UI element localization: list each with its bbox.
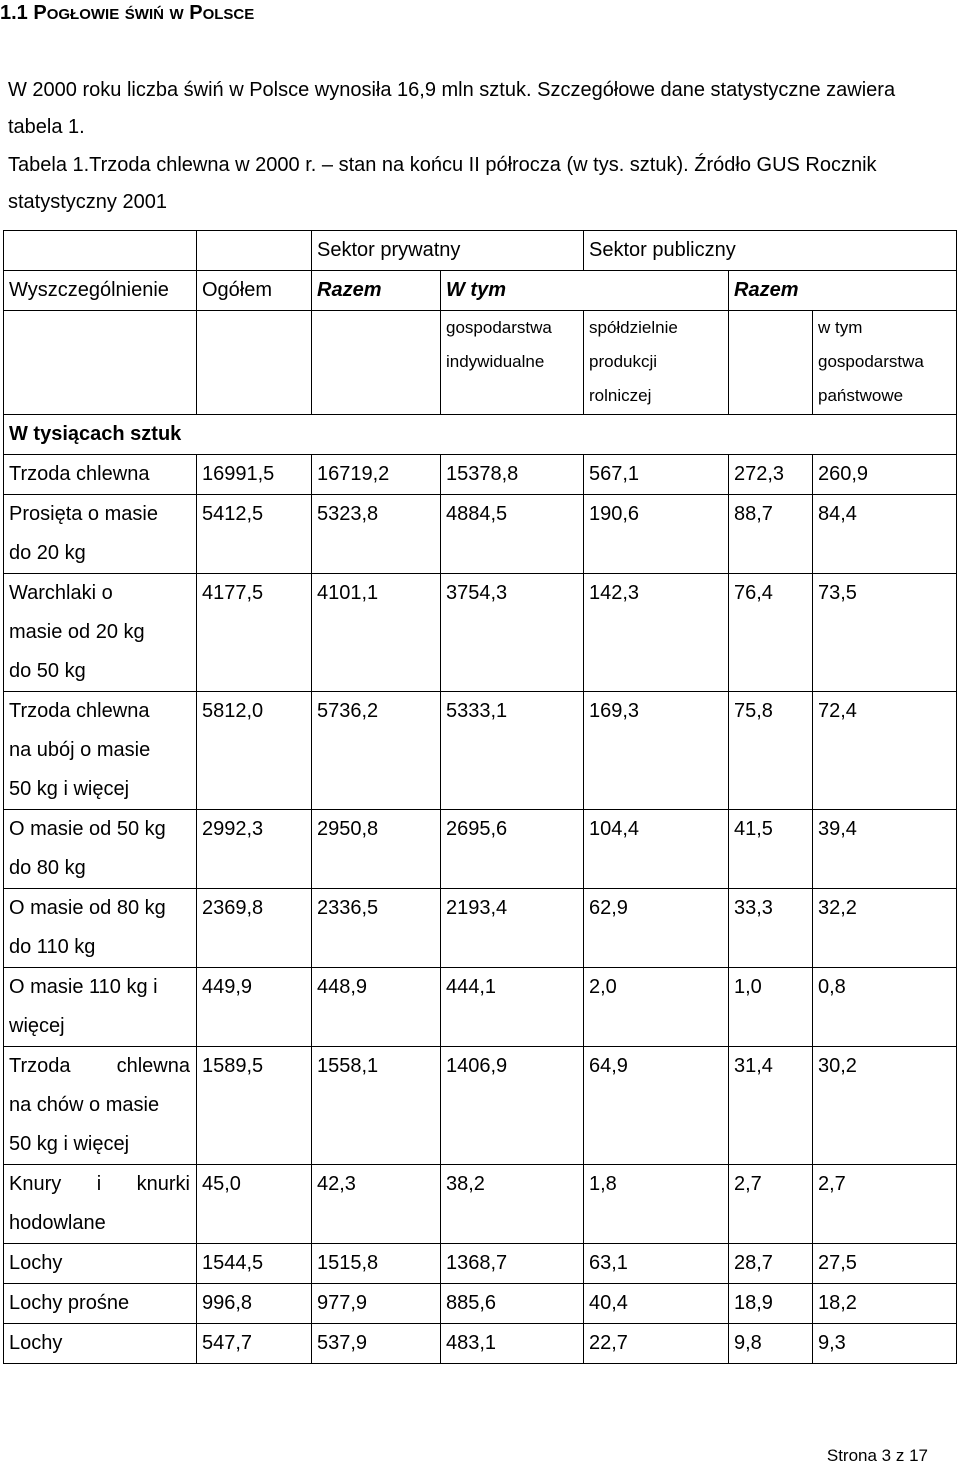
row-label: Knury i knurki hodowlane [4,1165,197,1244]
value-cell: 72,4 [813,692,957,810]
header-wyszczegolnienie: Wyszczególnienie [4,271,197,311]
row-label: O masie od 50 kg do 80 kg [4,810,197,889]
value-cell: 5812,0 [197,692,312,810]
value-cell: 142,3 [584,574,729,692]
header-razem-publiczny: Razem [729,271,957,311]
value-cell: 73,5 [813,574,957,692]
value-cell: 3754,3 [441,574,584,692]
header-ogolem: Ogółem [197,271,312,311]
value-cell: 30,2 [813,1047,957,1165]
value-cell: 2336,5 [312,889,441,968]
header-gospodarstwa-indywidualne: gospodarstwa indywidualne [441,311,584,415]
table-row [4,1165,957,1244]
value-cell: 88,7 [729,495,813,574]
value-cell: 444,1 [441,968,584,1047]
value-cell: 537,9 [312,1324,441,1364]
intro-paragraph: W 2000 roku liczba świń w Polsce wynosiła 16,9 mln sztuk. Szczegółowe dane statystyczne zawiera tabela 1. [8,79,896,138]
value-cell: 5333,1 [441,692,584,810]
header-spoldzielnie: spółdzielnie produkcji rolniczej [584,311,729,415]
value-cell: 1544,5 [197,1244,312,1284]
value-cell: 1515,8 [312,1244,441,1284]
value-cell: 40,4 [584,1284,729,1324]
value-cell: 75,8 [729,692,813,810]
value-cell: 1,8 [584,1165,729,1244]
unit-row: W tysiącach sztuk [4,415,957,455]
row-label: Prosięta o masie do 20 kg [4,495,197,574]
value-cell: 16719,2 [312,455,441,495]
value-cell: 18,2 [813,1284,957,1324]
value-cell: 2369,8 [197,889,312,968]
value-cell: 1589,5 [197,1047,312,1165]
value-cell: 272,3 [729,455,813,495]
value-cell: 33,3 [729,889,813,968]
value-cell: 84,4 [813,495,957,574]
value-cell: 45,0 [197,1165,312,1244]
value-cell: 2,7 [813,1165,957,1244]
row-label: Lochy [4,1244,197,1284]
value-cell: 2,0 [584,968,729,1047]
header-sektor-prywatny: Sektor prywatny [312,231,584,271]
value-cell: 32,2 [813,889,957,968]
value-cell: 2992,3 [197,810,312,889]
table-row [4,495,957,574]
value-cell: 16991,5 [197,455,312,495]
value-cell: 9,8 [729,1324,813,1364]
pig-population-table [3,230,957,1364]
value-cell: 567,1 [584,455,729,495]
value-cell: 5323,8 [312,495,441,574]
value-cell: 483,1 [441,1324,584,1364]
value-cell: 260,9 [813,455,957,495]
row-label: Trzoda chlewna na ubój o masie 50 kg i więcej [4,692,197,810]
table-caption: Tabela 1.Trzoda chlewna w 2000 r. – stan na końcu II półrocza (w tys. sztuk). Źródło GUS Rocznik statystyczny 2001 [8,154,877,213]
value-cell: 28,7 [729,1244,813,1284]
value-cell: 2950,8 [312,810,441,889]
row-label: Lochy [4,1324,197,1364]
header-sektor-publiczny: Sektor publiczny [584,231,957,271]
value-cell: 62,9 [584,889,729,968]
value-cell: 449,9 [197,968,312,1047]
row-label: Warchlaki o masie od 20 kg do 50 kg [4,574,197,692]
value-cell: 4884,5 [441,495,584,574]
value-cell: 4177,5 [197,574,312,692]
value-cell: 104,4 [584,810,729,889]
header-gospodarstwa-panstwowe: w tym gospodarstwa państwowe [813,311,957,415]
table-row [4,1244,957,1284]
value-cell: 1406,9 [441,1047,584,1165]
row-label: Lochy prośne [4,1284,197,1324]
value-cell: 42,3 [312,1165,441,1244]
table-row [4,1324,957,1364]
header-w-tym: W tym [441,271,729,311]
table-row [4,692,957,810]
header-razem-prywatny: Razem [312,271,441,311]
value-cell: 2,7 [729,1165,813,1244]
value-cell: 2695,6 [441,810,584,889]
value-cell: 41,5 [729,810,813,889]
value-cell: 15378,8 [441,455,584,495]
value-cell: 977,9 [312,1284,441,1324]
table-row [4,574,957,692]
value-cell: 22,7 [584,1324,729,1364]
table-row [4,455,957,495]
value-cell: 169,3 [584,692,729,810]
value-cell: 996,8 [197,1284,312,1324]
table-row [4,1047,957,1165]
value-cell: 76,4 [729,574,813,692]
row-label: Trzoda chlewna na chów o masie 50 kg i więcej [4,1047,197,1165]
value-cell: 38,2 [441,1165,584,1244]
value-cell: 9,3 [813,1324,957,1364]
value-cell: 27,5 [813,1244,957,1284]
value-cell: 5412,5 [197,495,312,574]
value-cell: 1368,7 [441,1244,584,1284]
table-row [4,810,957,889]
table-row [4,889,957,968]
value-cell: 18,9 [729,1284,813,1324]
page-number: Strona 3 z 17 [826,1446,928,1465]
value-cell: 885,6 [441,1284,584,1324]
value-cell: 2193,4 [441,889,584,968]
value-cell: 0,8 [813,968,957,1047]
value-cell: 39,4 [813,810,957,889]
row-label: O masie 110 kg i więcej [4,968,197,1047]
value-cell: 1558,1 [312,1047,441,1165]
value-cell: 190,6 [584,495,729,574]
value-cell: 448,9 [312,968,441,1047]
table-row [4,968,957,1047]
value-cell: 4101,1 [312,574,441,692]
row-label: O masie od 80 kg do 110 kg [4,889,197,968]
value-cell: 63,1 [584,1244,729,1284]
value-cell: 1,0 [729,968,813,1047]
table-row [4,1284,957,1324]
section-heading: 1.1 POGŁOWIE ŚWIŃ W POLSCE [0,2,255,24]
value-cell: 5736,2 [312,692,441,810]
value-cell: 547,7 [197,1324,312,1364]
value-cell: 64,9 [584,1047,729,1165]
value-cell: 31,4 [729,1047,813,1165]
row-label: Trzoda chlewna [4,455,197,495]
